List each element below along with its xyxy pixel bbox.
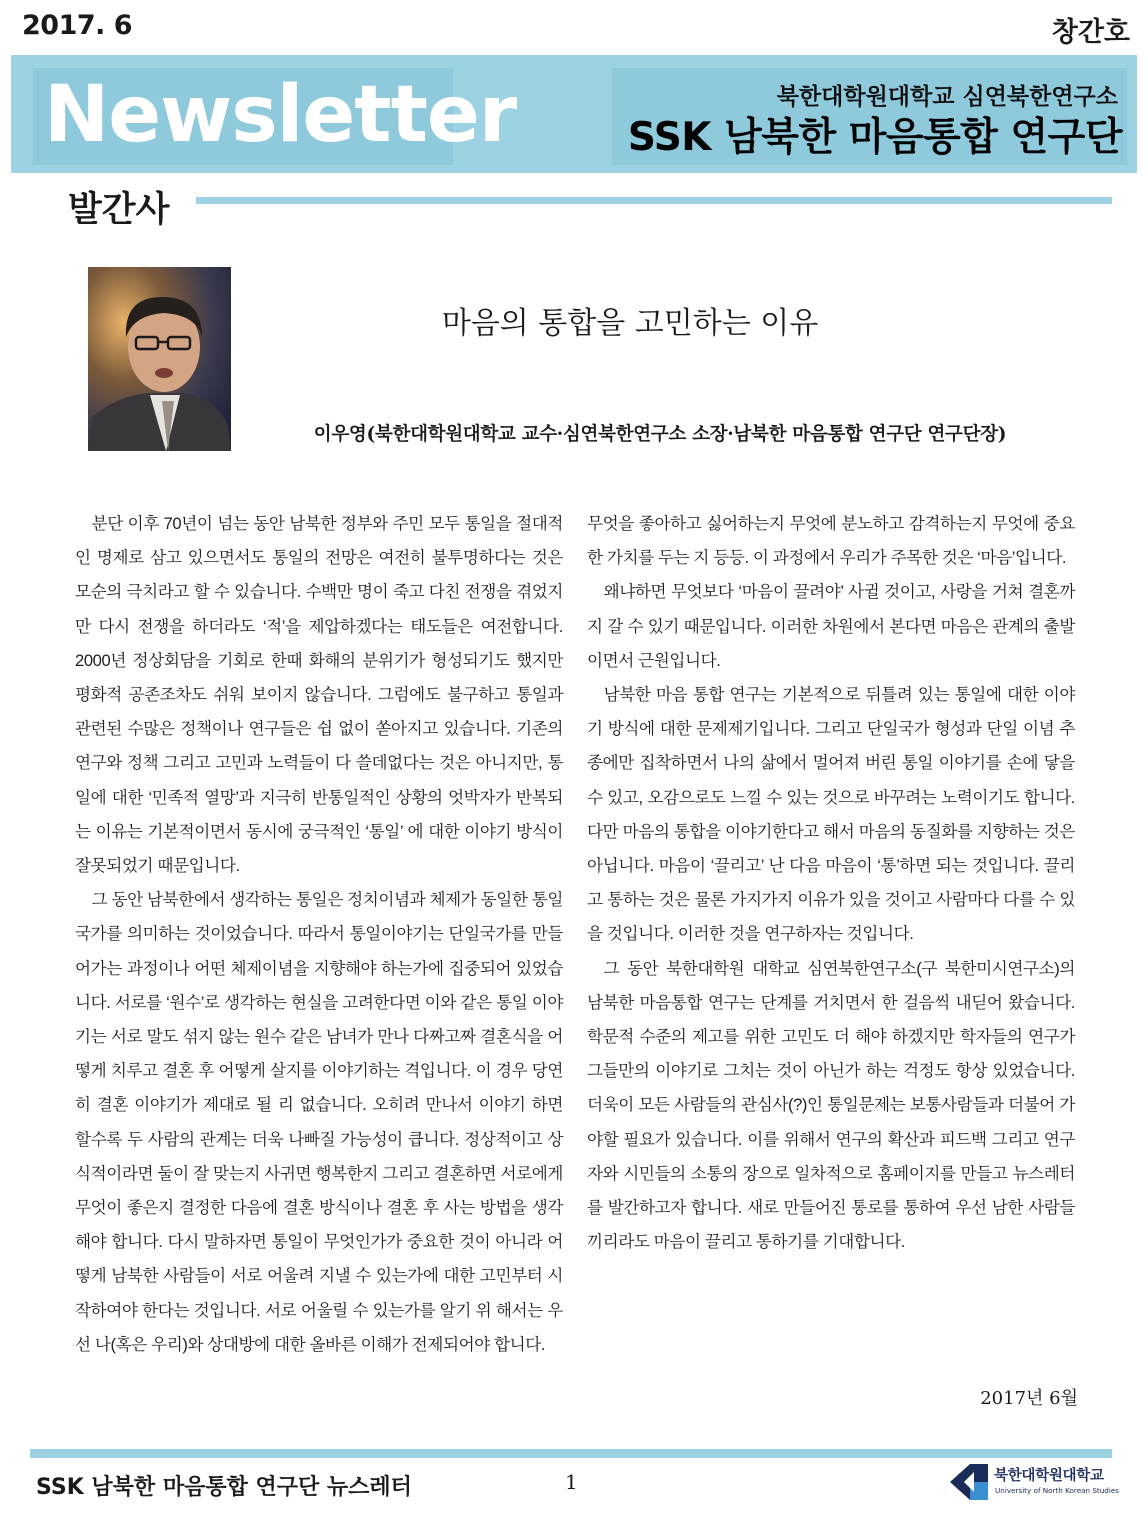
issue-date: 2017. 6 (22, 10, 133, 41)
article-byline: 이우영(북한대학원대학교 교수·심연북한연구소 소장·남북한 마음통합 연구단 연구단장) (313, 424, 1007, 445)
article-paragraph: 무엇을 좋아하고 싫어하는지 무엇에 분노하고 감격하는지 무엇에 중요한 가치를 두는 지 등등. 이 과정에서 우리가 주목한 것은 ‘마음’입니다. (587, 514, 1075, 568)
newsletter-wordmark: Newsletter (44, 70, 517, 160)
article-date: 2017년 6월 (980, 1388, 1078, 1409)
org-title: SSK 남북한 마음통합 연구단 (627, 115, 1122, 160)
issue-name: 창간호 (1051, 17, 1130, 48)
footer-title: SSK 남북한 마음통합 연구단 뉴스레터 (36, 1475, 412, 1500)
article-column-left (75, 507, 563, 1362)
article-paragraph: 그 동안 북한대학원 대학교 심연북한연구소(구 북한미시연구소)의 남북한 마음통합 연구는 단계를 거치면서 한 걸음씩 내딛어 왔습니다. 학문적 수준의 제고를 위한 고민도 더 해야 하겠지만 학자들의 연구가 그들만의 이야기로 그치는 것이 아닌가 하는 걱정도 항상 있었습니다. 더욱이 모든 사람들의 관심사(?)인 통일문제는 보통사람들과 더불어 가야할 필요가 있습니다. 이를 위해서 연구의 확산과 피드백 그리고 연구자와 시민들의 소통의 장으로 일차적으로 홈페이지를 만들고 뉴스레터를 발간하고자 합니다. 새로 만들어진 통로를 통하여 우선 남한 사람들끼리라도 마음이 끌리고 통하기를 기대합니다. (587, 958, 1075, 1252)
article-paragraph: 그 동안 남북한에서 생각하는 통일은 정치이념과 체제가 동일한 통일국가를 의미하는 것이었습니다. 따라서 통일이야기는 단일국가를 만들어가는 과정이나 어떤 체제이념을 지향해야 하는가에 집중되어 있었습니다. 서로를 ‘원수’로 생각하는 현실을 고려한다면 이와 같은 통일 이야기는 서로 말도 섞지 않는 원수 같은 남녀가 만나 다짜고짜 결혼식을 어떻게 치루고 결혼 후 어떻게 살지를 이야기하는 격입니다. 이 경우 당연히 결혼 이야기가 제대로 될 리 없습니다. 오히려 만나서 이야기 하면 할수록 두 사람의 관계는 더욱 나빠질 가능성이 큽니다. 정상적이고 상식적이라면 둘이 잘 맞는지 사귀면 행복한지 그리고 결혼하면 서로에게 무엇이 좋은지 결정한 다음에 결혼 방식이나 결혼 후 사는 방법을 생각해야 합니다. 다시 말하자면 통일이 무엇인가가 중요한 것이 아니라 어떻게 남북한 사람들이 서로 어울려 지낼 수 있는가에 대한 고민부터 시작하여야 한다는 것입니다. 서로 어울릴 수 있는가를 알기 위 해서는 우선 나(혹은 우리)와 상대방에 대한 올바른 이해가 전제되어야 합니다. (75, 890, 563, 1354)
university-emblem-icon (948, 1460, 992, 1504)
article-title: 마음의 통합을 고민하는 이유 (441, 306, 819, 341)
article-paragraph: 왜냐하면 무엇보다 ‘마음이 끌려야’ 사귈 것이고, 사랑을 거쳐 결혼까지 갈 수 있기 때문입니다. 이러한 차원에서 본다면 마음은 관계의 출발이면서 근원입니다. (587, 582, 1075, 670)
page-number: 1 (565, 1470, 578, 1494)
logo-subtitle: University of North Korean Studies (995, 1486, 1120, 1495)
article-paragraph: 분단 이후 70년이 넘는 동안 남북한 정부와 주민 모두 통일을 절대적인 명제로 삼고 있으면서도 통일의 전망은 여전히 불투명하다는 것은 모순의 극치라고 할 수 있습니다. 수백만 명이 죽고 다친 전쟁을 겪었지만 다시 전쟁을 하더라도 ‘적’을 제압하겠다는 태도들은 여전합니다. 2000년 정상회담을 기회로 한때 화해의 분위기가 형성되기도 했지만 평화적 공존조차도 쉬워 보이지 않습니다. 그럼에도 불구하고 통일과 관련된 수많은 정책이나 연구들은 쉽 없이 쏟아지고 있습니다. 기존의 연구와 정책 그리고 고민과 노력들이 다 쓸데없다는 것은 아니지만, 통일에 대한 ‘민족적 열망’과 지극히 반통일적인 상황의 엇박자가 반복되는 이유는 기본적이면서 동시에 궁극적인 ‘통일’ 에 대한 이야기 방식이 잘못되었기 때문입니다. (75, 514, 563, 876)
article-column-right (587, 507, 1075, 1259)
section-heading: 발간사 (68, 190, 170, 230)
article-paragraph: 남북한 마음 통합 연구는 기본적으로 뒤틀려 있는 통일에 대한 이야기 방식에 대한 문제제기입니다. 그리고 단일국가 형성과 단일 이념 추종에만 집착하면서 나의 삶에서 멀어져 버린 통일 이야기를 손에 닿을 수 있고, 오감으로도 느낄 수 있는 것으로 바꾸려는 노력이기도 합니다. 다만 마음의 통합을 이야기한다고 해서 마음의 동질화를 지향하는 것은 아닙니다. 마음이 ‘끌리고’ 난 다음 마음이 ‘통’하면 되는 것입니다. 끌리고 통하는 것은 물론 가지가지 이유가 있을 것이고 사람마다 다를 수 있을 것입니다. 이러한 것을 연구하자는 것입니다. (587, 685, 1075, 944)
org-subtitle: 북한대학원대학교 심연북한연구소 (776, 84, 1118, 110)
logo-name: 북한대학원대학교 (994, 1468, 1104, 1484)
footer-divider (30, 1449, 1112, 1458)
section-divider (196, 197, 1112, 204)
author-photo (88, 267, 231, 451)
